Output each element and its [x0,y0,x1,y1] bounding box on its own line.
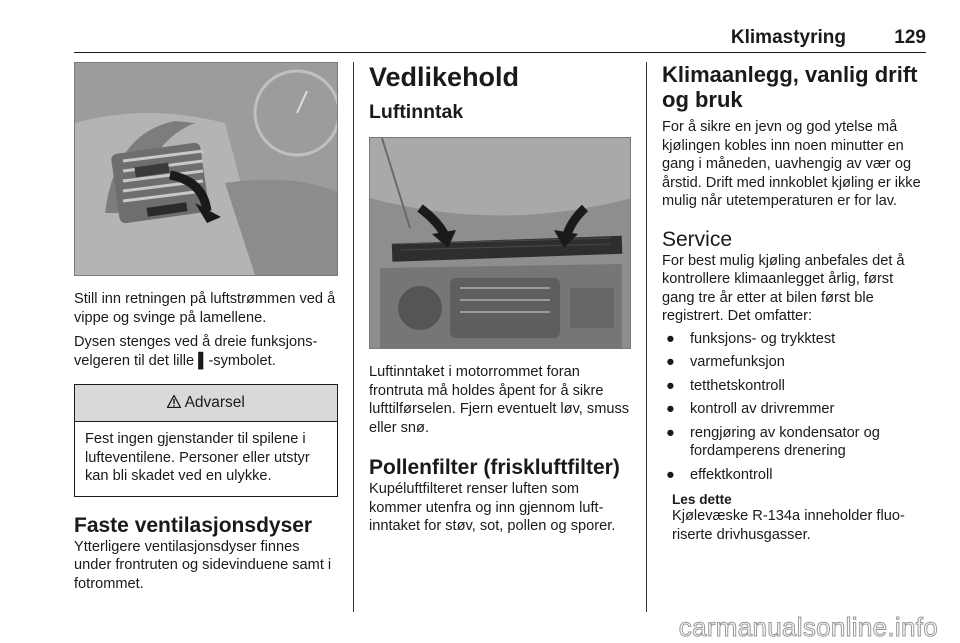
air-vent-drawing [75,63,338,275]
service-text: For best mulig kjøling anbefales det å kontrollere klimaanlegget årlig, først gang tre år etter at bilen først ble registrert. Det omfatter: [662,252,905,324]
engine-bay-illustration [369,137,631,349]
header-divider [74,52,926,53]
list-item: ● kontroll av drivremmer [666,401,835,417]
list-item: ● tetthetskontroll [666,377,785,394]
service-heading: Service [662,227,733,251]
list-item: ● funksjons- og trykktest [666,330,836,347]
list-item: ● rengjøring av kondensator og fordamperens drenering [666,424,880,459]
page-number: 129 [894,27,926,48]
warning-box [74,384,338,497]
vent-close-text: Dysen stenges ved å dreie funksjons-velgeren til det lille ▌-symbolet. [74,334,318,369]
column-divider [646,62,647,612]
pollen-filter-heading: Pollenfilter (friskluftfilter) [369,456,620,479]
warning-header [75,385,337,422]
vent-direction-text: Still inn retningen på luftstrømmen ved å vippe og svinge på lamellene. [74,291,336,326]
air-intake-text: Luftinntaket i motorrommet foran frontruta må holdes åpent for å sikre lufttilførselen. Fjern eventuelt løv, smuss eller snø. [369,364,630,436]
watermark: carmanualsonline.info [678,612,938,642]
fixed-vents-heading: Faste ventilasjonsdyser [74,513,313,537]
fixed-vents-text: Ytterligere ventilasjonsdyser finnes under frontruten og sidevinduene samt i fotrommet. [74,538,332,592]
left-column [74,62,338,593]
ac-operation-heading: Klimaanlegg, vanlig drift og bruk [662,62,918,112]
bullet-icon: ● [666,424,675,441]
note-text: Kjølevæske R-134a inneholder fluo-riserte drivhusgasser. [672,508,905,543]
service-checklist [662,330,928,485]
warning-title: Advarsel [184,394,245,411]
engine-bay-drawing [370,138,631,348]
air-vent-illustration [74,62,338,276]
warning-text: Fest ingen gjenstander til spilene i lufteventilene. Personer eller utstyr kan bli skadet ved en ulykke. [85,431,310,484]
bullet-icon: ● [666,377,675,394]
bullet-icon: ● [666,330,675,347]
list-item: ● effektkontroll [666,466,773,483]
list-item: ● varmefunksjon [666,354,785,370]
warning-triangle-icon [167,394,184,411]
bullet-icon: ● [666,466,675,483]
right-column [662,62,928,544]
section-title: Vedlikehold [369,62,520,92]
note-title: Les dette [672,492,732,507]
middle-column [369,62,631,536]
ac-operation-text: For å sikre en jevn og god ytelse må kjølingen kobles inn noen minutter en gang i måneden, uavhengig av vær og årstid. Drift med innkoblet kjøling er ikke mulig når utetemperaturen er for lav. [662,119,921,209]
bullet-icon: ● [666,354,675,370]
chapter-title: Klimastyring [730,27,846,48]
air-intake-heading: Luftinntak [369,101,464,123]
column-divider [353,62,354,612]
pollen-filter-text: Kupéluftfilteret renser luften som kommer utenfra og inn gjennom luft-inntaket for støv, sot, pollen og sporer. [369,481,616,534]
bullet-icon: ● [666,401,675,417]
